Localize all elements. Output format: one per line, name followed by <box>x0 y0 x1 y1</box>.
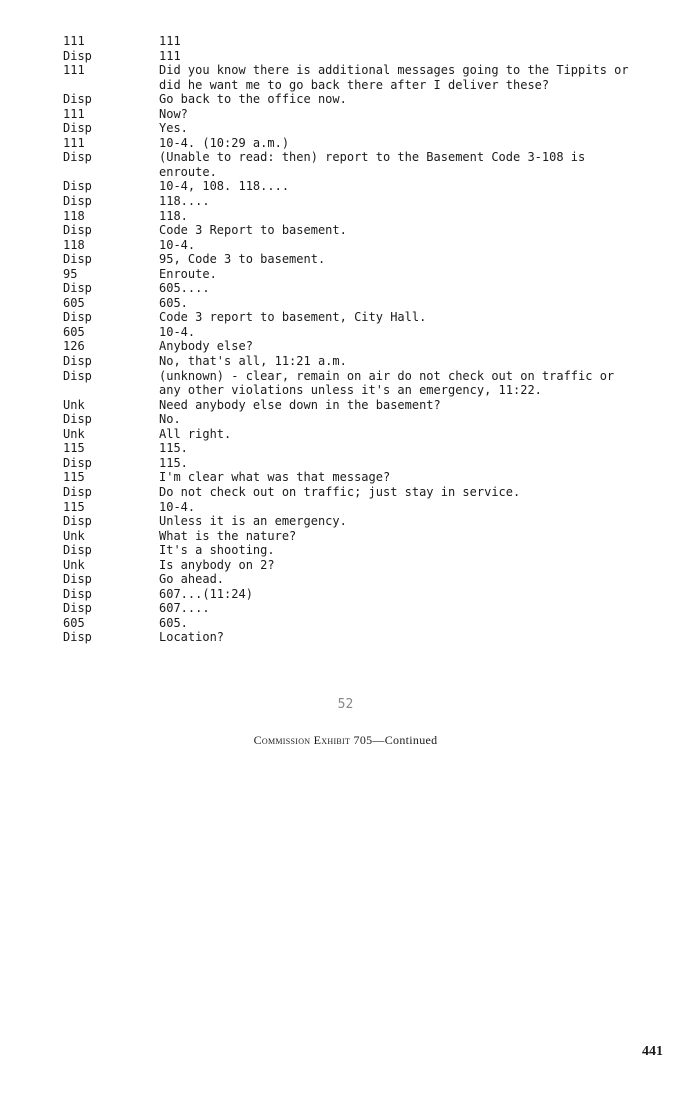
message-text: Go back to the office now. <box>159 92 347 107</box>
original-page-mark: 52 <box>337 697 354 712</box>
transcript-line <box>0 630 691 645</box>
speaker-code: Disp <box>63 572 92 587</box>
speaker-code: Disp <box>63 586 92 601</box>
transcript-line <box>0 441 691 456</box>
speaker-code: Disp <box>63 354 92 369</box>
transcript-line <box>0 601 691 616</box>
speaker-code: Disp <box>63 455 92 470</box>
transcript-line <box>0 107 691 122</box>
message-text: 118. <box>159 208 188 223</box>
transcript-line <box>0 587 691 602</box>
speaker-code: Disp <box>63 281 92 296</box>
speaker-code: 118 <box>63 237 85 252</box>
transcript-line <box>0 514 691 529</box>
transcript-line <box>0 223 691 238</box>
message-text: Location? <box>159 630 225 645</box>
speaker-code: Disp <box>63 601 92 616</box>
speaker-code: 115 <box>63 441 85 456</box>
transcript-line <box>0 543 691 558</box>
speaker-code: 126 <box>63 339 85 354</box>
message-text: 607...(11:24) <box>159 586 253 601</box>
transcript-line <box>0 194 691 209</box>
message-text: Unless it is an emergency. <box>159 514 347 529</box>
transcript-line <box>0 339 691 354</box>
speaker-code: Unk <box>63 426 85 441</box>
message-text: No, that's all, 11:21 a.m. <box>159 354 347 369</box>
message-text: 607.... <box>159 601 210 616</box>
speaker-code: Disp <box>63 179 92 194</box>
message-text: 605. <box>159 295 188 310</box>
transcript-line <box>0 296 691 311</box>
message-text: Did you know there is additional messages going to the Tippits or did he want me to go back there after I deliver these? <box>159 63 636 92</box>
message-text: (Unable to read: then) report to the Basement Code 3-108 is enroute. <box>159 150 593 179</box>
message-text: 10-4. <box>159 499 196 514</box>
speaker-code: 111 <box>63 63 85 78</box>
speaker-code: Disp <box>63 514 92 529</box>
speaker-code: Unk <box>63 397 85 412</box>
exhibit-number: 705 <box>353 733 373 747</box>
speaker-code: 605 <box>63 324 85 339</box>
speaker-code: 111 <box>63 34 85 48</box>
transcript-line <box>0 238 691 253</box>
message-text: Anybody else? <box>159 339 253 354</box>
message-text: 605. <box>159 615 188 630</box>
transcript-line <box>0 252 691 267</box>
speaker-code: Disp <box>63 484 92 499</box>
transcript-line <box>0 150 691 179</box>
page-number: 441 <box>642 1044 663 1059</box>
speaker-code: 95 <box>63 266 78 281</box>
speaker-code: 111 <box>63 106 85 121</box>
speaker-code: 115 <box>63 470 85 485</box>
message-text: Enroute. <box>159 266 217 281</box>
transcript-line <box>0 485 691 500</box>
speaker-code: 605 <box>63 295 85 310</box>
message-text: Do not check out on traffic; just stay in service. <box>159 484 521 499</box>
message-text: 10-4, 108. 118.... <box>159 179 290 194</box>
transcript-line <box>0 121 691 136</box>
transcript-line <box>0 136 691 151</box>
speaker-code: 115 <box>63 499 85 514</box>
message-text: 111 <box>159 48 181 63</box>
message-text: 605.... <box>159 281 210 296</box>
transcript-line <box>0 209 691 224</box>
message-text: It's a shooting. <box>159 543 275 558</box>
message-text: I'm clear what was that message? <box>159 470 391 485</box>
message-text: Yes. <box>159 121 188 136</box>
transcript-line <box>0 558 691 573</box>
transcript-line <box>0 63 691 92</box>
speaker-code: Disp <box>63 121 92 136</box>
transcript-line <box>0 92 691 107</box>
transcript-line <box>0 354 691 369</box>
transcript-line <box>0 267 691 282</box>
message-text: (unknown) - clear, remain on air do not check out on traffic or any other violations unless it's an emergency, 11:22. <box>159 368 622 398</box>
speaker-code: Disp <box>63 412 92 427</box>
speaker-code: Disp <box>63 252 92 267</box>
transcript-line <box>0 427 691 442</box>
speaker-code: Disp <box>63 368 92 383</box>
speaker-code: Disp <box>63 194 92 209</box>
speaker-code: Unk <box>63 528 85 543</box>
message-text: No. <box>159 412 181 427</box>
speaker-code: Disp <box>63 223 92 238</box>
transcript-line <box>0 572 691 587</box>
speaker-code: Disp <box>63 310 92 325</box>
exhibit-caption <box>0 733 691 748</box>
speaker-code: Disp <box>63 92 92 107</box>
message-text: 115. <box>159 441 188 456</box>
message-text: 118.... <box>159 194 210 209</box>
speaker-code: Disp <box>63 630 92 645</box>
transcript-line <box>0 310 691 325</box>
speaker-code: 111 <box>63 135 85 150</box>
transcript-line <box>0 616 691 631</box>
message-text: Now? <box>159 106 188 121</box>
transcript-line <box>0 529 691 544</box>
message-text: All right. <box>159 426 232 441</box>
message-text: Need anybody else down in the basement? <box>159 397 441 412</box>
message-text: What is the nature? <box>159 528 297 543</box>
transcript-line <box>0 412 691 427</box>
transcript-line <box>0 34 691 49</box>
transcript-line <box>0 49 691 64</box>
message-text: 10-4. (10:29 a.m.) <box>159 135 290 150</box>
transcript <box>0 34 691 645</box>
message-text: 115. <box>159 455 188 470</box>
speaker-code: 605 <box>63 615 85 630</box>
message-text: Go ahead. <box>159 572 225 587</box>
transcript-line <box>0 470 691 485</box>
transcript-line <box>0 456 691 471</box>
message-text: 10-4. <box>159 237 196 252</box>
exhibit-suffix: —Continued <box>372 733 438 747</box>
message-text: Is anybody on 2? <box>159 557 275 572</box>
transcript-line <box>0 369 691 398</box>
message-text: Code 3 report to basement, City Hall. <box>159 310 427 325</box>
speaker-code: 118 <box>63 208 85 223</box>
message-text: Code 3 Report to basement. <box>159 223 347 238</box>
message-text: 111 <box>159 34 181 48</box>
transcript-line <box>0 325 691 340</box>
message-text: 10-4. <box>159 324 196 339</box>
message-text: 95, Code 3 to basement. <box>159 252 326 267</box>
exhibit-label: Commission Exhibit <box>253 733 351 747</box>
speaker-code: Unk <box>63 557 85 572</box>
transcript-line <box>0 398 691 413</box>
transcript-line <box>0 500 691 515</box>
speaker-code: Disp <box>63 543 92 558</box>
speaker-code: Disp <box>63 150 92 165</box>
transcript-line <box>0 281 691 296</box>
speaker-code: Disp <box>63 48 92 63</box>
transcript-line <box>0 179 691 194</box>
